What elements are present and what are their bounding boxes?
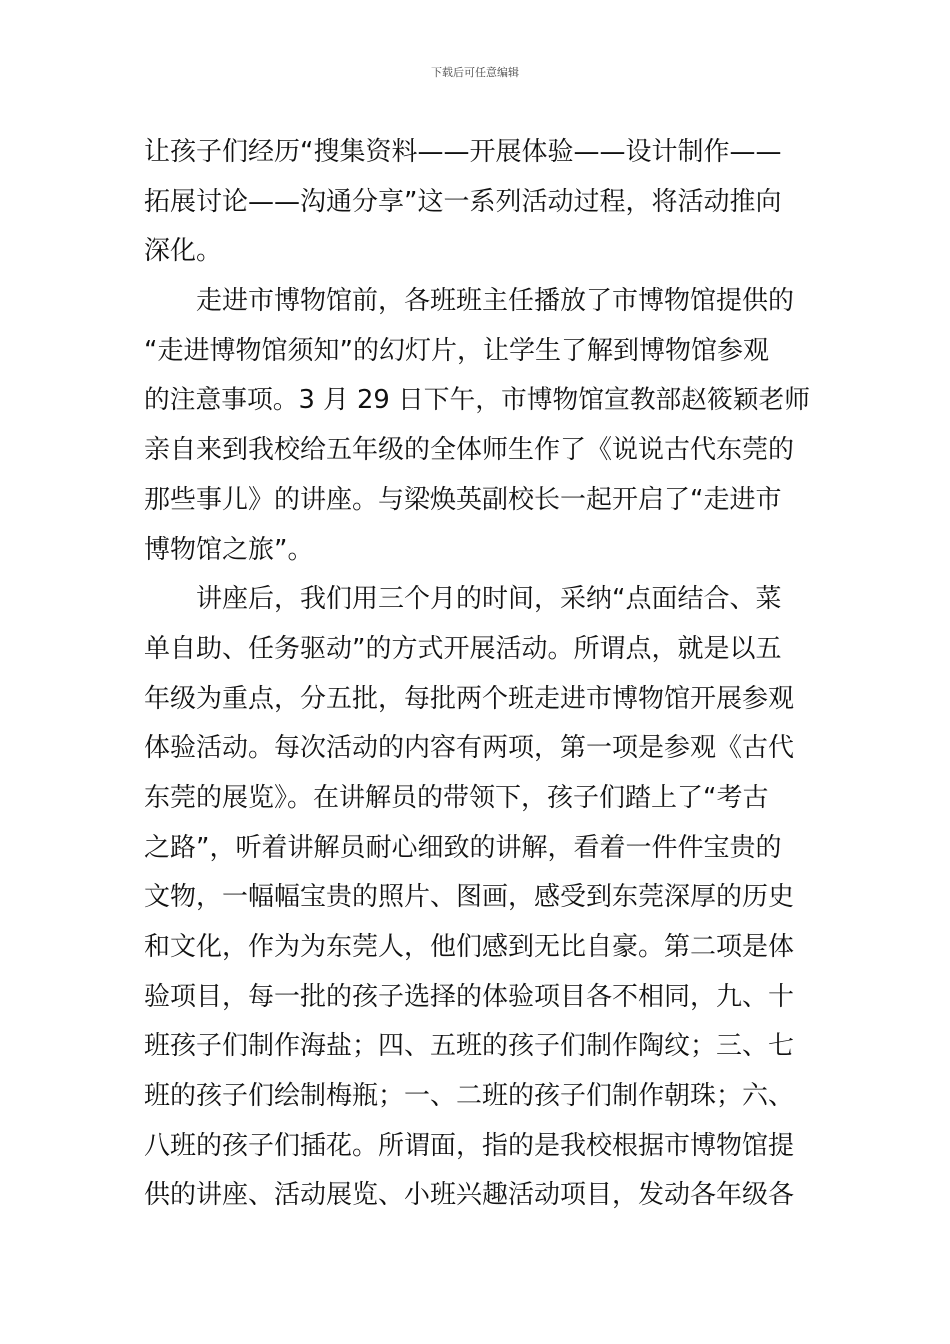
- paragraph-first-line: 讲座后，我们用三个月的时间，采纳“点面结合、菜: [196, 584, 782, 615]
- text-line: 博物馆之旅”。: [144, 534, 314, 565]
- text-line: 深化。: [144, 236, 223, 267]
- text-line: 和文化，作为为东莞人，他们感到无比自豪。第二项是体: [144, 932, 795, 962]
- document-body: [144, 128, 810, 1221]
- text-line: “走进博物馆须知”的幻灯片，让学生了解到博物馆参观: [144, 335, 769, 366]
- text-line: 八班的孩子们插花。所谓面，指的是我校根据市博物馆提: [144, 1130, 795, 1161]
- paragraph-first-line: 走进市博物馆前，各班班主任播放了市博物馆提供的: [196, 286, 795, 317]
- text-line: 班的孩子们绘制梅瓶；一、二班的孩子们制作朝珠；六、: [144, 1081, 795, 1112]
- text-line: 的注意事项。3 月 29 日下午，市博物馆宣教部赵筱颖老师: [144, 385, 810, 416]
- text-line: 之路”，听着讲解员耐心细致的讲解，看着一件件宝贵的: [144, 832, 782, 863]
- text-line: 拓展讨论——沟通分享”这一系列活动过程，将活动推向: [144, 186, 782, 217]
- text-line: 验项目，每一批的孩子选择的体验项目各不相同，九、十: [144, 981, 795, 1012]
- page-header: 下载后可任意编辑: [431, 66, 519, 79]
- text-line: 文物，一幅幅宝贵的照片、图画，感受到东莞深厚的历史: [144, 882, 795, 913]
- text-line: 那些事儿》的讲座。与梁焕英副校长一起开启了“走进市: [144, 484, 782, 515]
- text-line: 班孩子们制作海盐；四、五班的孩子们制作陶纹；三、七: [144, 1031, 795, 1062]
- text-line: 供的讲座、活动展览、小班兴趣活动项目，发动各年级各: [144, 1180, 795, 1211]
- text-line: 单自助、任务驱动”的方式开展活动。所谓点，就是以五: [144, 633, 782, 664]
- text-line: 年级为重点，分五批，每批两个班走进市博物馆开展参观: [144, 683, 795, 714]
- text-line: 体验活动。每次活动的内容有两项，第一项是参观《古代: [144, 733, 795, 764]
- text-line: 亲自来到我校给五年级的全体师生作了《说说古代东莞的: [144, 435, 795, 466]
- text-line: 东莞的展览》。在讲解员的带领下，孩子们踏上了“考古: [144, 782, 769, 813]
- text-line: 让孩子们经历“搜集资料——开展体验——设计制作——: [144, 137, 782, 167]
